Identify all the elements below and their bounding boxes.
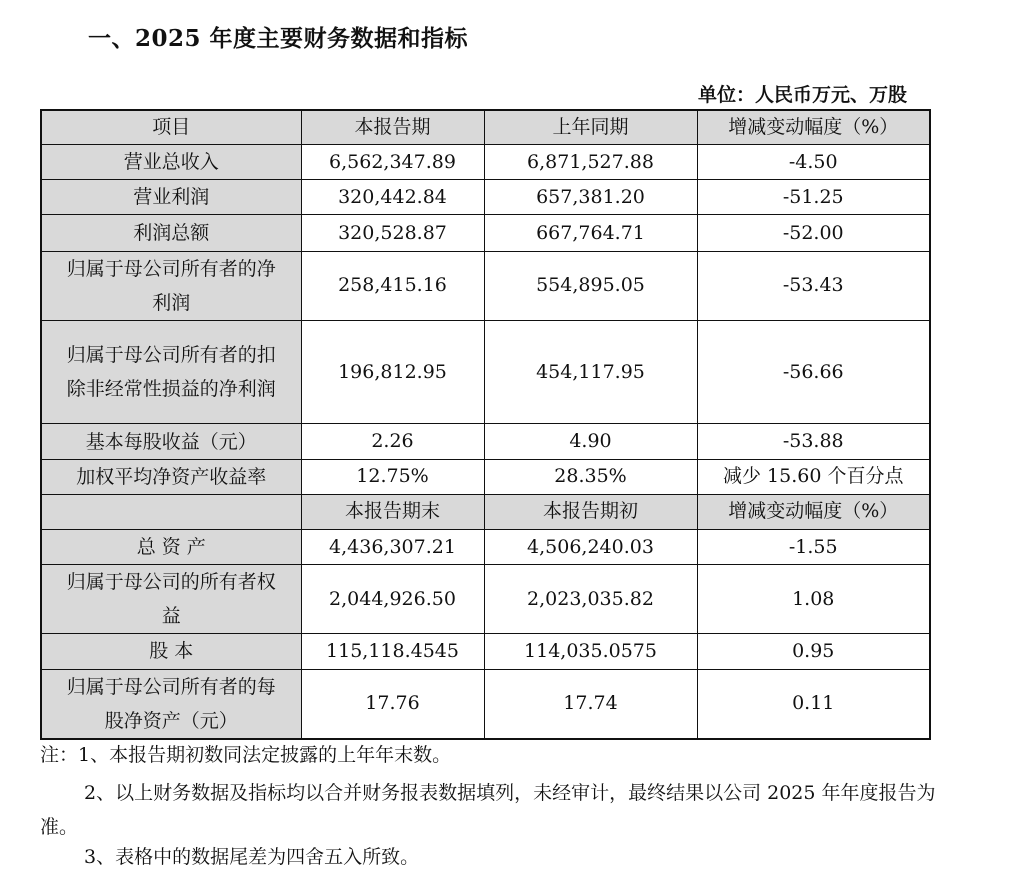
table-subheader-row [41, 494, 930, 529]
note-2: 2、以上财务数据及指标均以合并财务报表数据填列，未经审计，最终结果以公司 2025 年年度报告为准。 [40, 782, 936, 838]
cell-previous: 667,764.71 [484, 215, 697, 251]
cell-change: -52.00 [697, 215, 930, 251]
cell-current: 320,528.87 [301, 215, 484, 251]
row-label: 加权平均净资产收益率 [41, 459, 301, 494]
cell-current: 6,562,347.89 [301, 145, 484, 180]
cell-previous: 554,895.05 [484, 251, 697, 320]
row-label: 归属于母公司所有者的净利润 [41, 251, 301, 320]
note-3: 3、表格中的数据尾差为四舍五入所致。 [84, 846, 420, 868]
subheader-empty [41, 494, 301, 529]
cell-change: -1.55 [697, 529, 930, 564]
cell-period-end: 17.76 [301, 669, 484, 739]
cell-change: -56.66 [697, 320, 930, 423]
table-row [41, 251, 930, 320]
header-previous-period: 上年同期 [484, 110, 697, 145]
row-label: 股 本 [41, 634, 301, 669]
subheader-period-begin: 本报告期初 [484, 494, 697, 529]
cell-period-begin: 4,506,240.03 [484, 529, 697, 564]
row-label: 基本每股收益（元） [41, 424, 301, 459]
table-row [41, 215, 930, 251]
cell-previous: 6,871,527.88 [484, 145, 697, 180]
cell-current: 12.75% [301, 459, 484, 494]
header-item: 项目 [41, 110, 301, 145]
table-row [41, 634, 930, 669]
table-row [41, 145, 930, 180]
table-row [41, 459, 930, 494]
table-row [41, 320, 930, 423]
cell-period-end: 4,436,307.21 [301, 529, 484, 564]
header-change: 增减变动幅度（%） [697, 110, 930, 145]
cell-previous: 28.35% [484, 459, 697, 494]
table-header-row [41, 110, 930, 145]
cell-period-end: 2,044,926.50 [301, 565, 484, 634]
table-row [41, 180, 930, 215]
cell-previous: 454,117.95 [484, 320, 697, 423]
subheader-period-end: 本报告期末 [301, 494, 484, 529]
cell-period-begin: 17.74 [484, 669, 697, 739]
financial-data-table [40, 109, 931, 740]
cell-change: -53.88 [697, 424, 930, 459]
cell-period-begin: 114,035.0575 [484, 634, 697, 669]
cell-current: 196,812.95 [301, 320, 484, 423]
table-row [41, 669, 930, 739]
cell-change: -53.43 [697, 251, 930, 320]
cell-change: -4.50 [697, 145, 930, 180]
table-row [41, 565, 930, 634]
row-label: 归属于母公司所有者的每股净资产（元） [41, 669, 301, 739]
cell-change: 0.95 [697, 634, 930, 669]
cell-current: 258,415.16 [301, 251, 484, 320]
cell-current: 2.26 [301, 424, 484, 459]
cell-previous: 657,381.20 [484, 180, 697, 215]
cell-change: 1.08 [697, 565, 930, 634]
row-label: 归属于母公司所有者的扣除非经常性损益的净利润 [41, 320, 301, 423]
table-row [41, 529, 930, 564]
row-label: 归属于母公司的所有者权益 [41, 565, 301, 634]
row-label: 营业总收入 [41, 145, 301, 180]
cell-current: 320,442.84 [301, 180, 484, 215]
unit-label: 单位：人民币万元、万股 [697, 84, 907, 106]
note-1: 注：1、本报告期初数同法定披露的上年年末数。 [40, 744, 452, 766]
cell-period-end: 115,118.4545 [301, 634, 484, 669]
table-row [41, 424, 930, 459]
header-current-period: 本报告期 [301, 110, 484, 145]
row-label: 利润总额 [41, 215, 301, 251]
cell-change: -51.25 [697, 180, 930, 215]
subheader-change: 增减变动幅度（%） [697, 494, 930, 529]
cell-change: 0.11 [697, 669, 930, 739]
row-label: 营业利润 [41, 180, 301, 215]
cell-change: 减少 15.60 个百分点 [697, 459, 930, 494]
row-label: 总 资 产 [41, 529, 301, 564]
section-title: 一、2025 年度主要财务数据和指标 [88, 25, 469, 52]
cell-period-begin: 2,023,035.82 [484, 565, 697, 634]
cell-previous: 4.90 [484, 424, 697, 459]
